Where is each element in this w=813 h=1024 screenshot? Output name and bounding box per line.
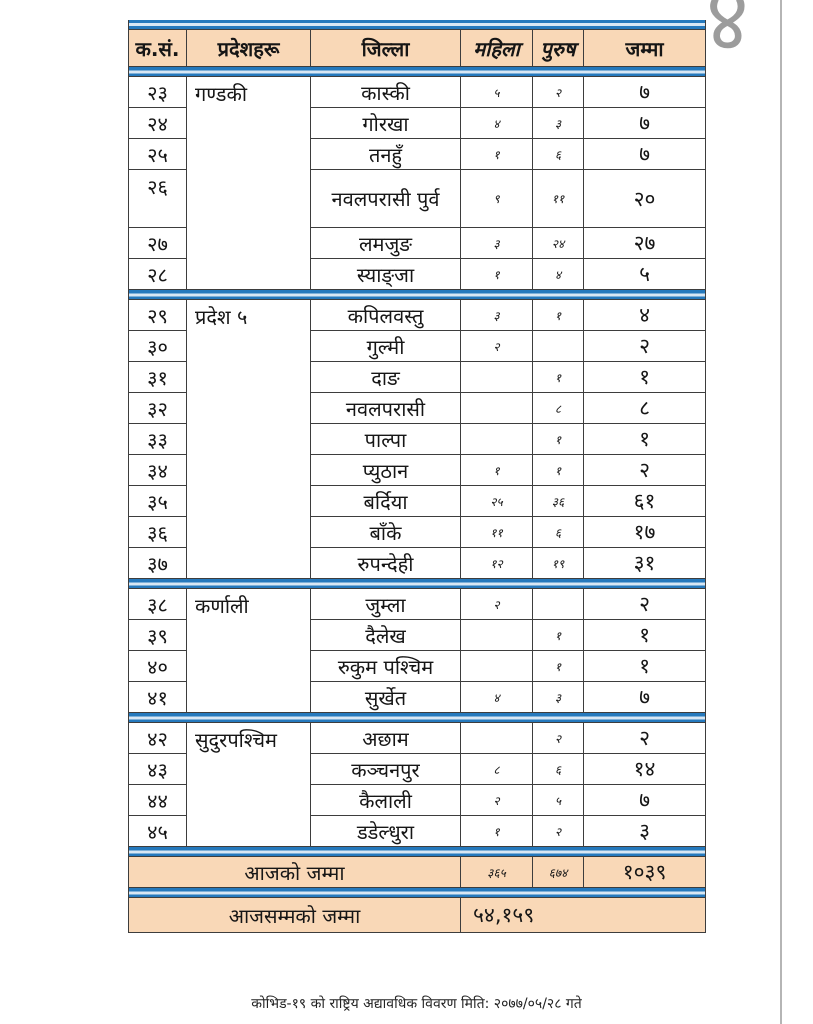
female-cell [461, 620, 533, 651]
section-separator [129, 290, 706, 300]
sn-cell: ३७ [129, 548, 187, 579]
sn-cell: ३० [129, 331, 187, 362]
male-cell [533, 331, 584, 362]
district-cell: तनहुँ [311, 139, 461, 170]
sn-cell: २६ [129, 170, 187, 228]
total-cell: ७ [584, 682, 706, 713]
female-cell: ९ [461, 170, 533, 228]
district-cell: दाङ [311, 362, 461, 393]
province-cell: गण्डकी [187, 77, 311, 290]
section-separator [129, 713, 706, 723]
sn-cell: ४० [129, 651, 187, 682]
district-cell: कञ्चनपुर [311, 754, 461, 785]
male-cell: ११ [533, 170, 584, 228]
sn-cell: ४२ [129, 723, 187, 754]
district-cell: रुपन्देही [311, 548, 461, 579]
province-cell: सुदुरपश्चिम [187, 723, 311, 847]
table-row [129, 589, 706, 620]
district-cell: नवलपरासी [311, 393, 461, 424]
today-total-cell: १०३९ [584, 857, 706, 888]
sn-cell: ३३ [129, 424, 187, 455]
separator-band [129, 20, 706, 30]
sn-cell: २४ [129, 108, 187, 139]
header-cell-female: महिला [461, 30, 533, 67]
table-footer-block [129, 857, 706, 933]
district-cell: गुल्मी [311, 331, 461, 362]
male-cell: १ [533, 300, 584, 331]
sn-cell: २९ [129, 300, 187, 331]
total-cell: ३१ [584, 548, 706, 579]
male-cell: ६ [533, 754, 584, 785]
female-cell: १२ [461, 548, 533, 579]
male-cell: २ [533, 816, 584, 847]
page-number: ४ [706, 0, 749, 70]
table-head-block [129, 20, 706, 77]
female-cell: ३ [461, 228, 533, 259]
total-cell: ३ [584, 816, 706, 847]
cumulative-total-row [129, 898, 706, 933]
district-cell: सुर्खेत [311, 682, 461, 713]
male-cell: ६ [533, 139, 584, 170]
today-female-cell: ३६५ [461, 857, 533, 888]
district-cell: गोरखा [311, 108, 461, 139]
sn-cell: २८ [129, 259, 187, 290]
district-cell: स्याङ्जा [311, 259, 461, 290]
sn-cell: ४५ [129, 816, 187, 847]
cumulative-total-cell: ५४,१५९ [461, 898, 706, 933]
header-row [129, 30, 706, 67]
today-total-row [129, 857, 706, 888]
cumulative-total-label: आजसम्मको जम्मा [129, 898, 461, 933]
male-cell: १ [533, 651, 584, 682]
district-cell: पाल्पा [311, 424, 461, 455]
male-cell: ३ [533, 108, 584, 139]
male-cell: ३ [533, 682, 584, 713]
header-cell-male: पुरुष [533, 30, 584, 67]
separator-band [129, 579, 706, 589]
total-cell: २० [584, 170, 706, 228]
sn-cell: ३४ [129, 455, 187, 486]
female-cell: २ [461, 331, 533, 362]
total-cell: २७ [584, 228, 706, 259]
district-cell: बाँके [311, 517, 461, 548]
female-cell: १ [461, 816, 533, 847]
total-cell: १४ [584, 754, 706, 785]
section-separator [129, 579, 706, 589]
header-cell-province: प्रदेशहरू [187, 30, 311, 67]
sn-cell: ३६ [129, 517, 187, 548]
total-cell: ७ [584, 785, 706, 816]
header-cell-district: जिल्ला [311, 30, 461, 67]
total-cell: १ [584, 620, 706, 651]
sn-cell: ३५ [129, 486, 187, 517]
province-cell: प्रदेश ५ [187, 300, 311, 579]
page-edge-line [780, 0, 782, 1024]
male-cell: २४ [533, 228, 584, 259]
sn-cell: ४१ [129, 682, 187, 713]
female-cell: २ [461, 785, 533, 816]
total-cell: ६१ [584, 486, 706, 517]
female-cell [461, 424, 533, 455]
total-cell: २ [584, 589, 706, 620]
male-cell: ६ [533, 517, 584, 548]
sn-cell: २५ [129, 139, 187, 170]
female-cell [461, 362, 533, 393]
female-cell: ४ [461, 682, 533, 713]
district-cell: बर्दिया [311, 486, 461, 517]
total-cell: २ [584, 331, 706, 362]
today-male-cell: ६७४ [533, 857, 584, 888]
covid-district-table [128, 20, 706, 933]
male-cell: १९ [533, 548, 584, 579]
district-cell: डडेल्धुरा [311, 816, 461, 847]
province-cell: कर्णाली [187, 589, 311, 713]
female-cell [461, 393, 533, 424]
total-cell: ५ [584, 259, 706, 290]
female-cell: ११ [461, 517, 533, 548]
total-cell: ८ [584, 393, 706, 424]
district-cell: रुकुम पश्चिम [311, 651, 461, 682]
header-separator [129, 67, 706, 77]
female-cell: १ [461, 455, 533, 486]
header-cell-sn: क.सं. [129, 30, 187, 67]
total-cell: ७ [584, 108, 706, 139]
male-cell: ४ [533, 259, 584, 290]
total-cell: ४ [584, 300, 706, 331]
female-cell: ४ [461, 108, 533, 139]
total-cell: ७ [584, 77, 706, 108]
today-total-label: आजको जम्मा [129, 857, 461, 888]
total-cell: २ [584, 455, 706, 486]
sn-cell: ३९ [129, 620, 187, 651]
male-cell: २ [533, 723, 584, 754]
district-cell: प्युठान [311, 455, 461, 486]
district-cell: दैलेख [311, 620, 461, 651]
table-body [129, 77, 706, 857]
male-cell: ५ [533, 785, 584, 816]
separator-band [129, 290, 706, 300]
section-separator [129, 847, 706, 857]
separator-band [129, 888, 706, 898]
table-row [129, 300, 706, 331]
district-cell: कास्की [311, 77, 461, 108]
female-cell: २ [461, 589, 533, 620]
sn-cell: ३२ [129, 393, 187, 424]
male-cell: ३६ [533, 486, 584, 517]
footer-separator [129, 888, 706, 898]
male-cell: ८ [533, 393, 584, 424]
sn-cell: २३ [129, 77, 187, 108]
female-cell: ५ [461, 77, 533, 108]
top-separator [129, 20, 706, 30]
table-row [129, 723, 706, 754]
table-row [129, 77, 706, 108]
separator-band [129, 67, 706, 77]
district-cell: नवलपरासी पुर्व [311, 170, 461, 228]
sn-cell: ३८ [129, 589, 187, 620]
total-cell: १ [584, 424, 706, 455]
total-cell: ७ [584, 139, 706, 170]
sn-cell: २७ [129, 228, 187, 259]
district-cell: कैलाली [311, 785, 461, 816]
sn-cell: ४३ [129, 754, 187, 785]
female-cell [461, 651, 533, 682]
sn-cell: ३१ [129, 362, 187, 393]
district-cell: कपिलवस्तु [311, 300, 461, 331]
total-cell: १ [584, 651, 706, 682]
district-cell: अछाम [311, 723, 461, 754]
female-cell: ८ [461, 754, 533, 785]
female-cell: १ [461, 259, 533, 290]
total-cell: १ [584, 362, 706, 393]
male-cell: १ [533, 620, 584, 651]
sn-cell: ४४ [129, 785, 187, 816]
separator-band [129, 713, 706, 723]
male-cell: १ [533, 424, 584, 455]
district-cell: जुम्ला [311, 589, 461, 620]
male-cell: १ [533, 455, 584, 486]
male-cell: १ [533, 362, 584, 393]
district-cell: लमजुङ [311, 228, 461, 259]
female-cell: २५ [461, 486, 533, 517]
male-cell [533, 589, 584, 620]
male-cell: २ [533, 77, 584, 108]
female-cell: ३ [461, 300, 533, 331]
female-cell [461, 723, 533, 754]
female-cell: १ [461, 139, 533, 170]
separator-band [129, 847, 706, 857]
total-cell: २ [584, 723, 706, 754]
report-footnote: कोभिड-१९ को राष्ट्रिय अद्यावधिक विवरण मिति: २०७७/०५/२८ गते [251, 996, 582, 1012]
total-cell: १७ [584, 517, 706, 548]
header-cell-total: जम्मा [584, 30, 706, 67]
